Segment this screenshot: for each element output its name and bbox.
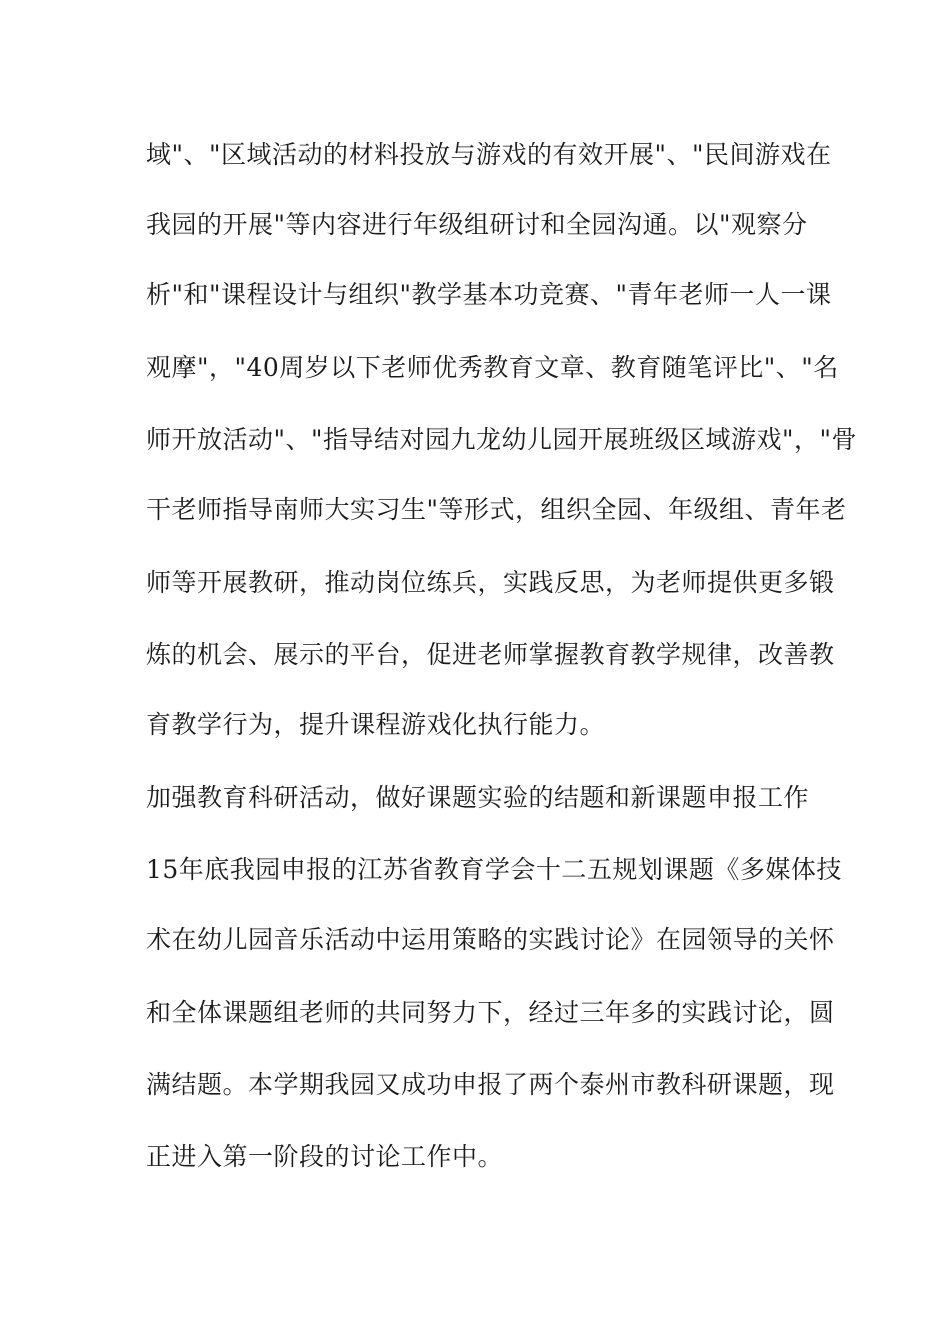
- paragraph-line: 我园的开展"等内容进行年级组研讨和全园沟通。以"观察分: [146, 210, 808, 239]
- paragraph-line: 炼的机会、展示的平台，促进老师掌握教育教学规律，改善教: [146, 640, 835, 669]
- paragraph-line: 析"和"课程设计与组织"教学基本功竞赛、"青年老师一人一课: [146, 280, 832, 309]
- paragraph-line: 术在幼儿园音乐活动中运用策略的实践讨论》在园领导的关怀: [146, 925, 835, 954]
- paragraph-line: 师开放活动"、"指导结对园九龙幼儿园开展班级区域游戏"，"骨: [146, 425, 857, 454]
- paragraph-line: 师等开展教研，推动岗位练兵，实践反思，为老师提供更多锻: [146, 568, 835, 597]
- paragraph-line: 育教学行为，提升课程游戏化执行能力。: [146, 710, 606, 739]
- paragraph-line: 观摩"，"40周岁以下老师优秀教育文章、教育随笔评比"、"名: [146, 353, 839, 382]
- paragraph-line: 和全体课题组老师的共同努力下，经过三年多的实践讨论，圆: [146, 998, 835, 1027]
- paragraph-line: 正进入第一阶段的讨论工作中。: [146, 1142, 504, 1171]
- paragraph-line: 15年底我园申报的江苏省教育学会十二五规划课题《多媒体技: [146, 855, 842, 884]
- paragraph-line: 干老师指导南师大实习生"等形式，组织全园、年级组、青年老: [146, 495, 847, 524]
- section-heading-line: 加强教育科研活动，做好课题实验的结题和新课题申报工作: [146, 783, 810, 812]
- paragraph-line: 域"、"区域活动的材料投放与游戏的有效开展"、"民间游戏在: [146, 140, 832, 169]
- paragraph-line: 满结题。本学期我园又成功申报了两个泰州市教科研课题，现: [146, 1070, 835, 1099]
